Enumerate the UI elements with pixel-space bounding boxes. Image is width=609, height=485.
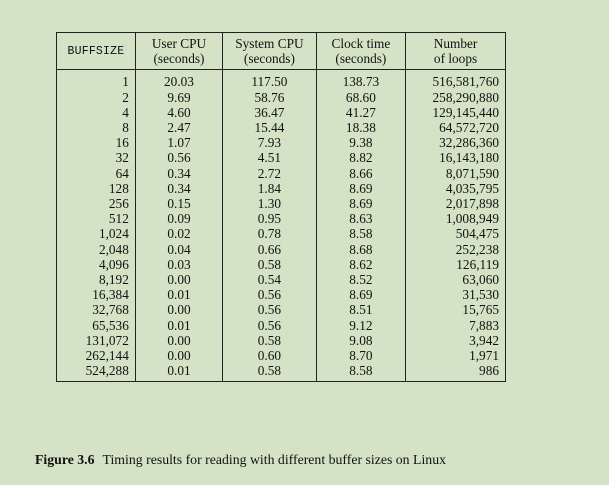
cell-loops: 516,581,760 xyxy=(406,70,506,90)
cell-loops: 252,238 xyxy=(406,242,506,257)
timing-table-container xyxy=(56,32,506,382)
cell-user-cpu: 0.00 xyxy=(135,272,222,287)
cell-buffsize: 16,384 xyxy=(57,287,136,302)
table-row xyxy=(57,257,506,272)
table-row xyxy=(57,70,506,90)
cell-loops: 986 xyxy=(406,363,506,382)
header-user-cpu xyxy=(135,33,222,70)
cell-clock-time: 8.70 xyxy=(316,348,405,363)
cell-user-cpu: 0.15 xyxy=(135,196,222,211)
cell-system-cpu: 0.60 xyxy=(223,348,317,363)
cell-system-cpu: 0.56 xyxy=(223,287,317,302)
cell-loops: 126,119 xyxy=(406,257,506,272)
cell-loops: 3,942 xyxy=(406,333,506,348)
cell-buffsize: 8,192 xyxy=(57,272,136,287)
header-loops-line1: Number xyxy=(433,36,478,51)
header-system-cpu-line1: System CPU xyxy=(235,36,304,51)
cell-buffsize: 128 xyxy=(57,181,136,196)
cell-user-cpu: 0.34 xyxy=(135,166,222,181)
table-row xyxy=(57,135,506,150)
cell-loops: 63,060 xyxy=(406,272,506,287)
table-row xyxy=(57,363,506,382)
cell-loops: 16,143,180 xyxy=(406,150,506,165)
figure-caption-text: Timing results for reading with different buffer sizes on Linux xyxy=(102,452,446,467)
table-row xyxy=(57,272,506,287)
cell-user-cpu: 9.69 xyxy=(135,90,222,105)
table-header-row xyxy=(57,33,506,70)
header-buffsize: BUFFSIZE xyxy=(57,33,136,70)
cell-user-cpu: 0.04 xyxy=(135,242,222,257)
cell-system-cpu: 0.58 xyxy=(223,257,317,272)
header-clock-time-line1: Clock time xyxy=(331,36,391,51)
cell-clock-time: 8.62 xyxy=(316,257,405,272)
cell-buffsize: 1,024 xyxy=(57,226,136,241)
table-row xyxy=(57,318,506,333)
cell-buffsize: 262,144 xyxy=(57,348,136,363)
cell-buffsize: 32 xyxy=(57,150,136,165)
table-row xyxy=(57,348,506,363)
cell-system-cpu: 1.30 xyxy=(223,196,317,211)
cell-buffsize: 4,096 xyxy=(57,257,136,272)
cell-user-cpu: 2.47 xyxy=(135,120,222,135)
cell-buffsize: 524,288 xyxy=(57,363,136,382)
cell-user-cpu: 0.01 xyxy=(135,363,222,382)
figure-label: Figure 3.6 xyxy=(35,452,95,467)
cell-clock-time: 8.58 xyxy=(316,226,405,241)
cell-clock-time: 8.69 xyxy=(316,181,405,196)
cell-user-cpu: 0.00 xyxy=(135,302,222,317)
cell-loops: 2,017,898 xyxy=(406,196,506,211)
cell-buffsize: 1 xyxy=(57,70,136,90)
cell-clock-time: 8.68 xyxy=(316,242,405,257)
cell-user-cpu: 0.09 xyxy=(135,211,222,226)
header-loops-line2: of loops xyxy=(433,51,478,67)
cell-user-cpu: 0.02 xyxy=(135,226,222,241)
header-user-cpu-line2: (seconds) xyxy=(153,51,205,67)
figure-caption xyxy=(35,452,446,468)
cell-clock-time: 9.38 xyxy=(316,135,405,150)
table-row xyxy=(57,150,506,165)
timing-results-table xyxy=(56,32,506,382)
cell-clock-time: 8.82 xyxy=(316,150,405,165)
cell-user-cpu: 1.07 xyxy=(135,135,222,150)
cell-clock-time: 9.08 xyxy=(316,333,405,348)
cell-clock-time: 8.52 xyxy=(316,272,405,287)
cell-user-cpu: 0.00 xyxy=(135,348,222,363)
cell-clock-time: 8.63 xyxy=(316,211,405,226)
cell-loops: 15,765 xyxy=(406,302,506,317)
cell-loops: 4,035,795 xyxy=(406,181,506,196)
cell-loops: 31,530 xyxy=(406,287,506,302)
cell-clock-time: 138.73 xyxy=(316,70,405,90)
cell-buffsize: 32,768 xyxy=(57,302,136,317)
cell-loops: 1,971 xyxy=(406,348,506,363)
table-row xyxy=(57,90,506,105)
cell-system-cpu: 0.54 xyxy=(223,272,317,287)
cell-user-cpu: 0.03 xyxy=(135,257,222,272)
cell-loops: 7,883 xyxy=(406,318,506,333)
table-row xyxy=(57,181,506,196)
table-row xyxy=(57,166,506,181)
table-row xyxy=(57,302,506,317)
cell-clock-time: 8.51 xyxy=(316,302,405,317)
cell-system-cpu: 0.78 xyxy=(223,226,317,241)
cell-system-cpu: 117.50 xyxy=(223,70,317,90)
cell-system-cpu: 0.95 xyxy=(223,211,317,226)
cell-user-cpu: 20.03 xyxy=(135,70,222,90)
cell-system-cpu: 58.76 xyxy=(223,90,317,105)
cell-system-cpu: 0.56 xyxy=(223,302,317,317)
cell-clock-time: 68.60 xyxy=(316,90,405,105)
header-clock-time-line2: (seconds) xyxy=(335,51,387,67)
table-row xyxy=(57,287,506,302)
cell-clock-time: 8.69 xyxy=(316,287,405,302)
cell-buffsize: 131,072 xyxy=(57,333,136,348)
cell-system-cpu: 0.66 xyxy=(223,242,317,257)
cell-user-cpu: 0.01 xyxy=(135,318,222,333)
cell-user-cpu: 4.60 xyxy=(135,105,222,120)
cell-system-cpu: 2.72 xyxy=(223,166,317,181)
cell-system-cpu: 0.58 xyxy=(223,333,317,348)
header-user-cpu-line1: User CPU xyxy=(151,36,207,51)
cell-user-cpu: 0.00 xyxy=(135,333,222,348)
cell-system-cpu: 1.84 xyxy=(223,181,317,196)
header-system-cpu-line2: (seconds) xyxy=(243,51,295,67)
table-row xyxy=(57,120,506,135)
cell-buffsize: 512 xyxy=(57,211,136,226)
table-row xyxy=(57,333,506,348)
cell-loops: 129,145,440 xyxy=(406,105,506,120)
cell-clock-time: 8.66 xyxy=(316,166,405,181)
header-system-cpu xyxy=(223,33,317,70)
cell-system-cpu: 7.93 xyxy=(223,135,317,150)
header-loops xyxy=(406,33,506,70)
cell-system-cpu: 36.47 xyxy=(223,105,317,120)
cell-buffsize: 256 xyxy=(57,196,136,211)
cell-clock-time: 18.38 xyxy=(316,120,405,135)
cell-system-cpu: 0.58 xyxy=(223,363,317,382)
cell-buffsize: 16 xyxy=(57,135,136,150)
table-row xyxy=(57,105,506,120)
cell-clock-time: 9.12 xyxy=(316,318,405,333)
cell-system-cpu: 0.56 xyxy=(223,318,317,333)
table-row xyxy=(57,226,506,241)
cell-system-cpu: 4.51 xyxy=(223,150,317,165)
cell-loops: 258,290,880 xyxy=(406,90,506,105)
table-row xyxy=(57,242,506,257)
cell-loops: 64,572,720 xyxy=(406,120,506,135)
cell-loops: 32,286,360 xyxy=(406,135,506,150)
cell-system-cpu: 15.44 xyxy=(223,120,317,135)
cell-user-cpu: 0.56 xyxy=(135,150,222,165)
cell-loops: 504,475 xyxy=(406,226,506,241)
table-row xyxy=(57,211,506,226)
cell-buffsize: 4 xyxy=(57,105,136,120)
cell-buffsize: 8 xyxy=(57,120,136,135)
table-row xyxy=(57,196,506,211)
cell-buffsize: 2,048 xyxy=(57,242,136,257)
cell-user-cpu: 0.01 xyxy=(135,287,222,302)
cell-loops: 8,071,590 xyxy=(406,166,506,181)
cell-clock-time: 41.27 xyxy=(316,105,405,120)
cell-clock-time: 8.69 xyxy=(316,196,405,211)
header-clock-time xyxy=(316,33,405,70)
cell-buffsize: 2 xyxy=(57,90,136,105)
cell-buffsize: 65,536 xyxy=(57,318,136,333)
cell-loops: 1,008,949 xyxy=(406,211,506,226)
cell-clock-time: 8.58 xyxy=(316,363,405,382)
cell-user-cpu: 0.34 xyxy=(135,181,222,196)
cell-buffsize: 64 xyxy=(57,166,136,181)
table-body xyxy=(57,70,506,382)
